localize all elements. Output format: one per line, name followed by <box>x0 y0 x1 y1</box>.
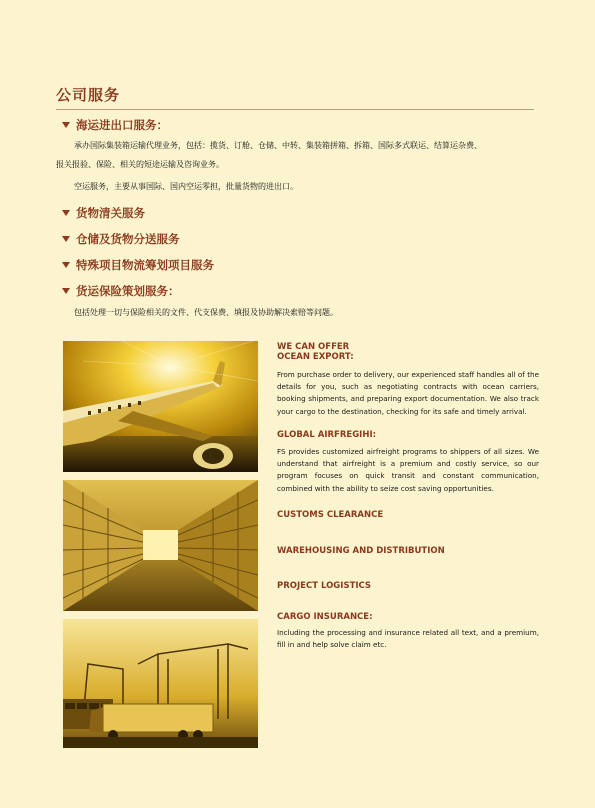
heading-ocean-en-line1: WE CAN OFFER <box>277 342 350 352</box>
heading-project-en: PROJECT LOGISTICS <box>277 581 372 591</box>
heading-insurance-cn-label: 货运保险策划服务： <box>76 284 180 298</box>
triangle-bullet-icon <box>62 262 70 268</box>
heading-ocean-en-line2: OCEAN EXPORT: <box>277 352 354 362</box>
heading-ocean-cn-label: 海运进出口服务： <box>76 118 168 132</box>
heading-air-en: GLOBAL AIRFREGIHI: <box>277 430 377 440</box>
air-cn-text: 空运服务，主要从事国际、国内空运零担，批量货物的进出口。 <box>74 182 298 191</box>
heading-customs-cn-label: 货物清关服务 <box>76 206 145 220</box>
ocean-cn-line1: 承办国际集装箱运输代理业务，包括：揽货、订舱、仓储、中转、集装箱拼箱、拆箱、国际多式联运、结算运杂费、 <box>74 141 482 150</box>
airplane-photo <box>63 341 258 472</box>
heading-warehouse-en: WAREHOUSING AND DISTRIBUTION <box>277 546 445 556</box>
warehouse-photo <box>63 480 258 611</box>
heading-warehouse-cn-label: 仓储及货物分送服务 <box>76 232 180 246</box>
triangle-bullet-icon <box>62 236 70 242</box>
insurance-en-text: Including the processing and insurance related all text, and a premium, fill in and help solve claim etc. <box>277 628 539 650</box>
heading-project-cn <box>62 257 214 273</box>
heading-customs-cn <box>62 205 145 221</box>
heading-ocean-cn <box>62 117 168 133</box>
ocean-en-text: From purchase order to delivery, our experienced staff handles all of the details for you, such as negotiating contracts with ocean carriers, booking shipments, and preparing export documentation. We also track your cargo to the destination, checking for its safe and timely arrival. <box>277 370 539 416</box>
title-divider <box>56 109 534 110</box>
triangle-bullet-icon <box>62 288 70 294</box>
insurance-cn-text: 包括处理一切与保险相关的文件、代支保费、填报及协助解决索赔等问题。 <box>74 308 338 317</box>
triangle-bullet-icon <box>62 210 70 216</box>
page-title: 公司服务 <box>56 86 121 104</box>
heading-project-cn-label: 特殊项目物流筹划项目服务 <box>76 258 214 272</box>
heading-warehouse-cn <box>62 231 180 247</box>
port-truck-photo <box>63 619 258 748</box>
ocean-cn-line2: 报关报验、保险、相关的短途运输及咨询业务。 <box>56 160 224 169</box>
air-en-text: FS provides customized airfreight programs to shippers of all sizes. We understand that airfreight is a premium and costly service, so our program focuses on quick transit and constant communication, combined with the ability to seize cost saving opportunities. <box>277 447 539 493</box>
heading-customs-en: CUSTOMS CLEARANCE <box>277 510 384 520</box>
heading-insurance-en: CARGO INSURANCE: <box>277 612 373 622</box>
heading-insurance-cn <box>62 283 180 299</box>
triangle-bullet-icon <box>62 122 70 128</box>
